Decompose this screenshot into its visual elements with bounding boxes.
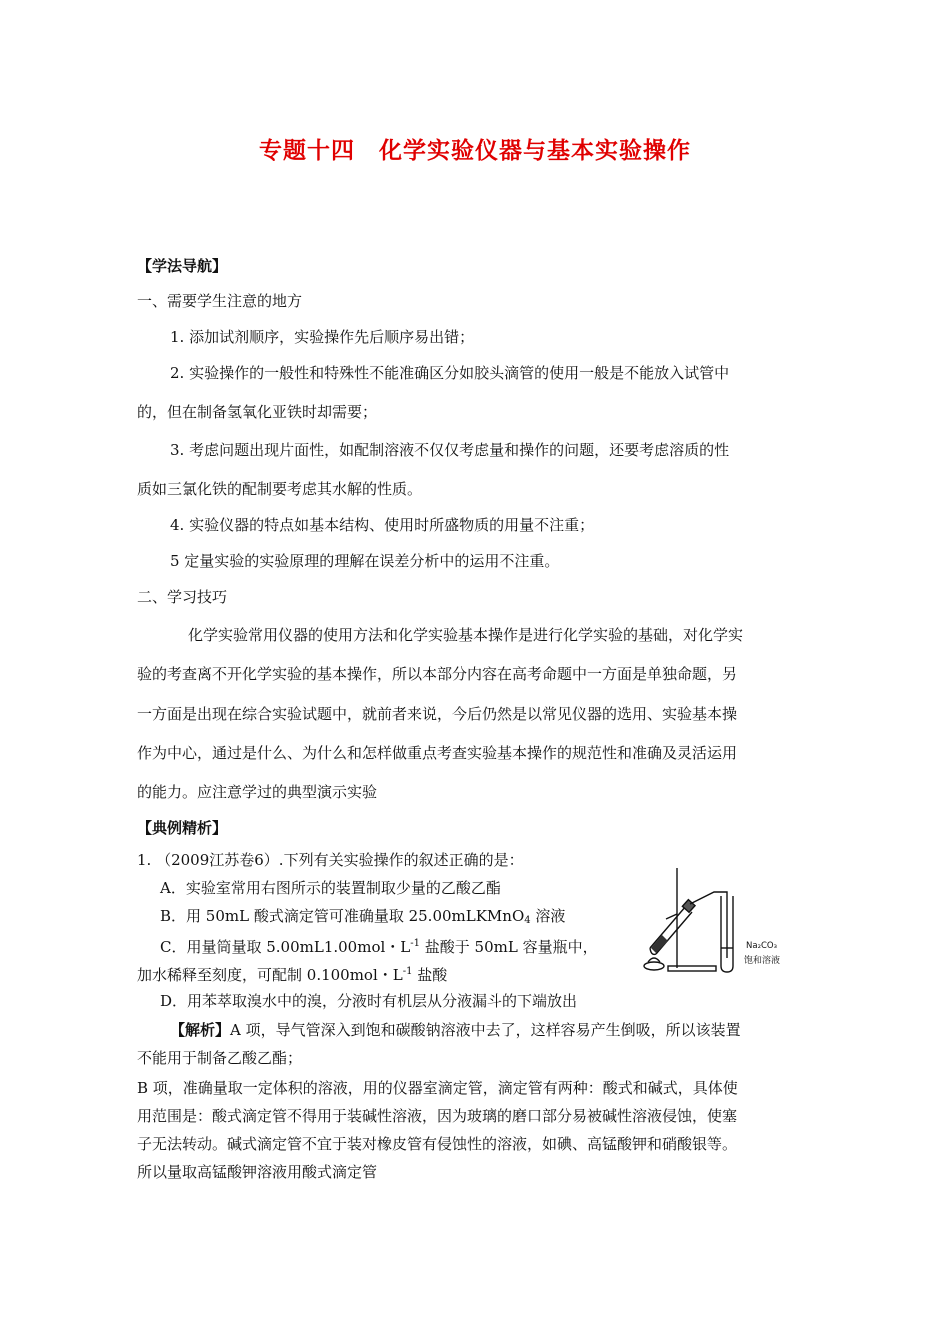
apparatus-figure (632, 862, 822, 980)
option-c-line1: C．用量筒量取 5.00mL1.00mol・$L^{-1}$ 盐酸于 50mL 容量瓶中， (160, 938, 598, 956)
option-c-line2: 加水稀释至刻度，可配制 0.100mol・$L^{-1}$ 盐酸 (137, 966, 448, 984)
stand-base (668, 966, 716, 971)
page-title (0, 132, 950, 165)
guide-item: 1. 添加试剂顺序，实验操作先后顺序易出错； (170, 328, 475, 346)
guide-item: 2. 实验操作的一般性和特殊性不能准确区分如胶头滴管的使用一般是不能放入试管中 (170, 364, 730, 382)
section2-heading: 二、学习技巧 (137, 588, 228, 606)
option-b: B．用 50mL 酸式滴定管可准确量取 25.00mLKMnO$_4$ 溶液 (160, 907, 566, 926)
analysis-line: 所以量取高锰酸钾溶液用酸式滴定管 (137, 1163, 378, 1181)
skills-line: 作为中心，通过是什么、为什么和怎样做重点考查实验基本操作的规范性和准确及灵活运用 (137, 744, 738, 762)
analysis-tag: 【解析】 (170, 1021, 231, 1039)
guide-item: 3. 考虑问题出现片面性，如配制溶液不仅仅考虑量和操作的问题，还要考虑溶质的性 (170, 441, 730, 459)
guide-item: 质如三氯化铁的配制要考虑其水解的性质。 (137, 480, 423, 498)
analysis-line: 用范围是：酸式滴定管不得用于装碱性溶液，因为玻璃的磨口部分易被碱性溶液侵蚀，使塞 (137, 1107, 738, 1125)
figure-label-1: Na₂CO₃ (746, 941, 778, 951)
analysis-line: 不能用于制备乙酸乙酯； (137, 1049, 303, 1067)
skills-line: 一方面是出现在综合实验试题中，就前者来说，今后仍然是以常见仪器的选用、实验基本操 (137, 705, 738, 723)
burner (644, 962, 664, 970)
figure-label-2: 饱和溶液 (744, 956, 781, 966)
skills-line: 验的考查离不开化学实验的基本操作，所以本部分内容在高考命题中一方面是单独命题，另 (137, 665, 738, 683)
title-part2: 化学实验仪器与基本实验操作 (379, 138, 691, 164)
examples-heading: 【典例精析】 (137, 819, 228, 837)
skills-line: 化学实验常用仪器的使用方法和化学实验基本操作是进行化学实验的基础，对化学实 (188, 626, 744, 644)
option-d: D．用苯萃取溴水中的溴，分液时有机层从分液漏斗的下端放出 (160, 992, 578, 1010)
analysis-first-line: 【解析】A 项，导气管深入到饱和碳酸钠溶液中去了，这样容易产生倒吸，所以该装置 (170, 1021, 741, 1039)
option-a: A．实验室常用右图所示的装置制取少量的乙酸乙酯 (160, 879, 501, 897)
question-1: 1. （2009江苏卷6）.下列有关实验操作的叙述正确的是： (137, 851, 524, 869)
section1-heading: 一、需要学生注意的地方 (137, 292, 303, 310)
analysis-line: 子无法转动。碱式滴定管不宜于装对橡皮管有侵蚀性的溶液，如碘、高锰酸钾和硝酸银等。 (137, 1135, 738, 1153)
title-part1: 专题十四 (259, 138, 355, 164)
guide-item: 5 定量实验的实验原理的理解在误差分析中的运用不注重。 (170, 552, 560, 570)
analysis-line: B 项，准确量取一定体积的溶液，用的仪器室滴定管，滴定管有两种：酸式和碱式，具体使 (137, 1079, 738, 1097)
guide-item: 的，但在制备氢氧化亚铁时却需要； (137, 403, 378, 421)
guide-item: 4. 实验仪器的特点如基本结构、使用时所盛物质的用量不注重； (170, 516, 595, 534)
skills-line: 的能力。应注意学过的典型演示实验 (137, 783, 378, 801)
guide-heading: 【学法导航】 (137, 257, 228, 275)
